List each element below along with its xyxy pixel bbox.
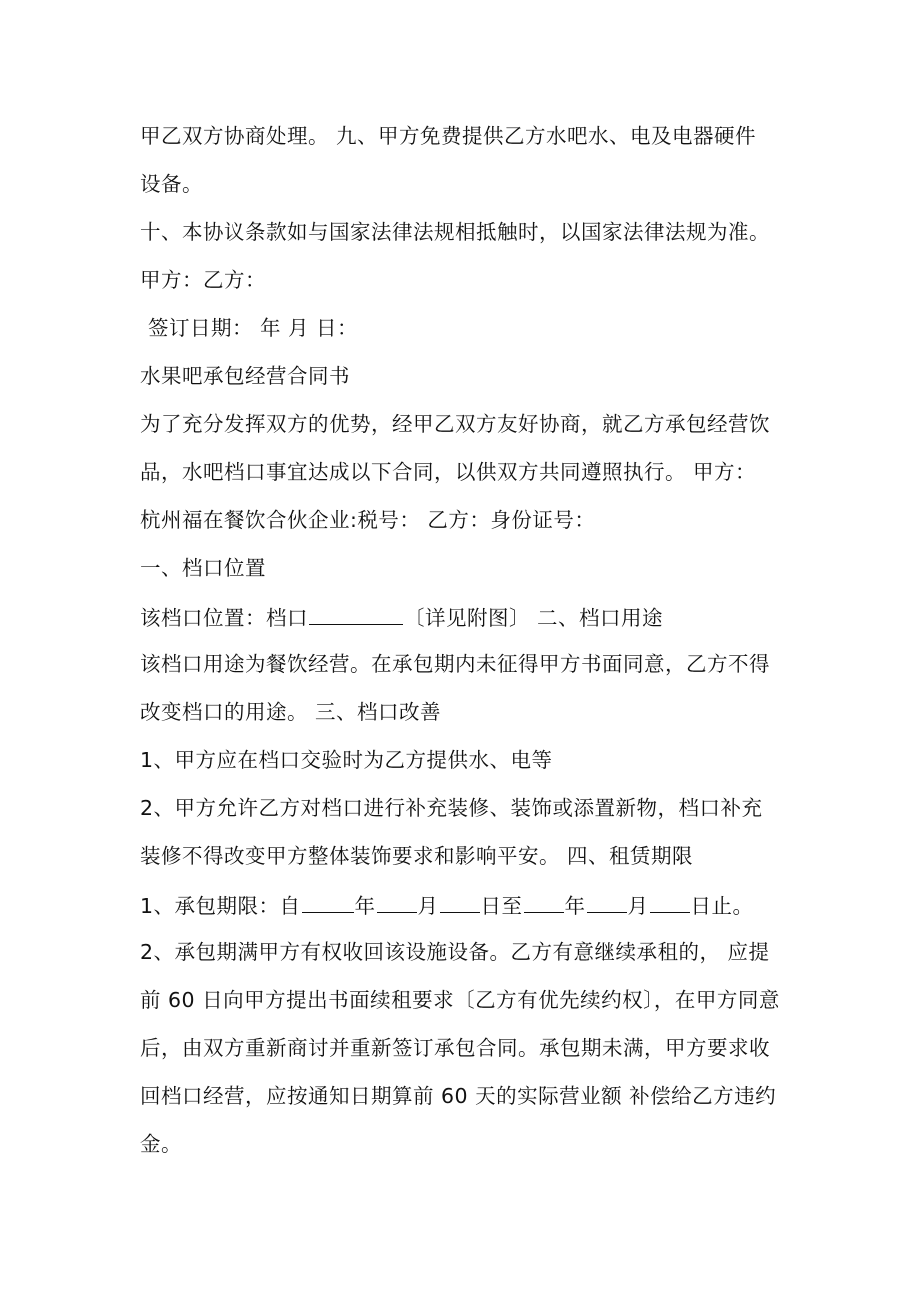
- term-part-3: 月: [417, 894, 439, 918]
- start-month-blank: [377, 890, 417, 913]
- text-line-3: 十、本协议条款如与国家法律法规相抵触时，以国家法律法规为准。: [140, 220, 770, 244]
- stall-location-line: [140, 602, 663, 632]
- end-day-blank: [650, 890, 690, 913]
- text-line-22: 金。: [140, 1132, 182, 1156]
- end-year-blank: [524, 890, 564, 913]
- end-month-blank: [587, 890, 627, 913]
- text-line-8: 品，水吧档口事宜达成以下合同，以供双方共同遵照执行。 甲方：: [140, 460, 757, 484]
- text-line-15: 2、甲方允许乙方对档口进行补充装修、装饰或添置新物，档口补充: [140, 796, 763, 820]
- contract-title: 水果吧承包经营合同书: [140, 364, 350, 388]
- term-part-7: 日止。: [690, 894, 754, 918]
- contract-term-line: [140, 890, 754, 920]
- text-line-20: 后，由双方重新商讨并重新签订承包合同。承包期未满，甲方要求收: [140, 1036, 770, 1060]
- term-part-2: 年: [354, 894, 376, 918]
- text-line-16: 装修不得改变甲方整体装饰要求和影响平安。 四、租赁期限: [140, 844, 694, 868]
- text-line-19: 前 60 日向甲方提出书面续租要求〔乙方有优先续约权〕，在甲方同意: [140, 988, 780, 1012]
- text-line-14: 1、甲方应在档口交验时为乙方提供水、电等: [140, 748, 553, 772]
- term-part-6: 月: [627, 894, 649, 918]
- text-line-12: 该档口用途为餐饮经营。在承包期内未征得甲方书面同意，乙方不得: [140, 652, 770, 676]
- term-part-5: 年: [564, 894, 586, 918]
- text-line-4: 甲方：乙方：: [140, 268, 266, 292]
- text-line-2: 设备。: [140, 172, 203, 196]
- start-year-blank: [302, 890, 354, 913]
- stall-location-suffix: 〔详见附图〕 二、档口用途: [404, 606, 664, 630]
- term-part-1: 1、承包期限：自: [140, 894, 301, 918]
- stall-location-prefix: 该档口位置：档口: [140, 606, 308, 630]
- text-line-9: 杭州福在餐饮合伙企业:税号： 乙方：身份证号：: [140, 508, 596, 532]
- text-line-21: 回档口经营，应按通知日期算前 60 天的实际营业额 补偿给乙方违约: [140, 1084, 777, 1108]
- text-line-13: 改变档口的用途。 三、档口改善: [140, 700, 442, 724]
- term-part-4: 日至: [480, 894, 523, 918]
- start-day-blank: [440, 890, 480, 913]
- text-line-7: 为了充分发挥双方的优势，经甲乙双方友好协商，就乙方承包经营饮: [140, 412, 770, 436]
- section-heading-1: 一、档口位置: [140, 556, 266, 580]
- text-line-1: 甲乙双方协商处理。 九、甲方免费提供乙方水吧水、电及电器硬件: [140, 124, 757, 148]
- stall-number-blank: [309, 602, 403, 625]
- text-line-18: 2、承包期满甲方有权收回该设施设备。乙方有意继续承租的， 应提: [140, 940, 770, 964]
- signing-date-line: 签订日期： 年 月 日：: [148, 316, 359, 340]
